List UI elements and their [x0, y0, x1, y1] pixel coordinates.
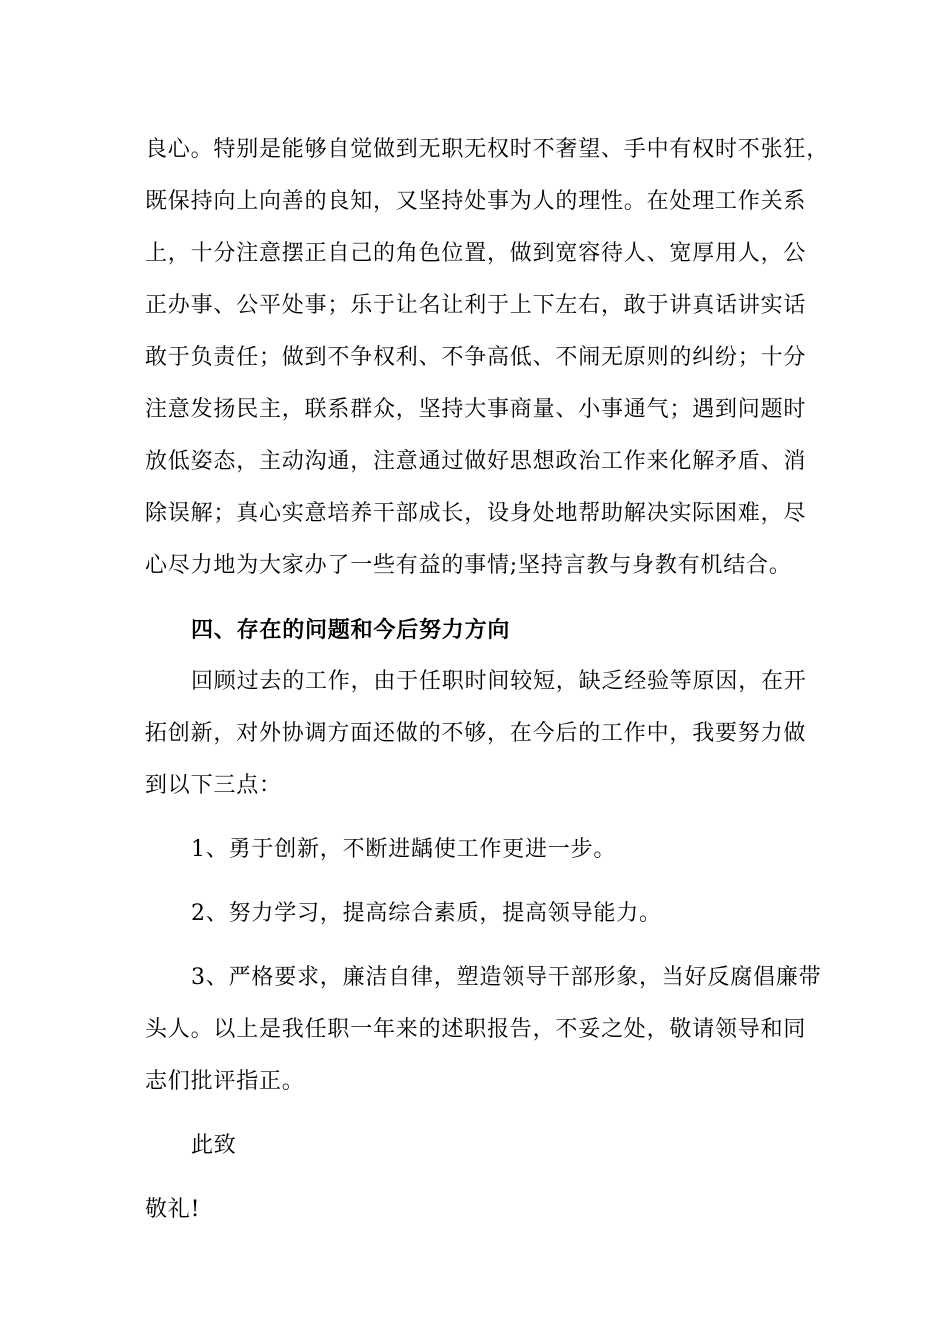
- text-line: 良心。特别是能够自觉做到无职无权时不奢望、手中有权时不张狂，: [145, 137, 830, 162]
- text-line: 敢于负责任；做到不争权利、不争高低、不闹无原则的纠纷；十分: [145, 345, 807, 370]
- text-line: 正办事、公平处事；乐于让名让利于上下左右，敢于讲真话讲实话: [145, 293, 807, 318]
- list-item: 2、努力学习，提高综合素质，提高领导能力。: [191, 901, 662, 926]
- spacer: [145, 876, 805, 888]
- text-line: 拓创新，对外协调方面还做的不够，在今后的工作中，我要努力做: [145, 721, 807, 746]
- spacer: [145, 1108, 805, 1120]
- text-line: 上，十分注意摆正自己的角色位置，做到宽容待人、宽厚用人，公: [145, 241, 807, 266]
- paragraph-2: [145, 656, 805, 812]
- spacer: [145, 940, 805, 952]
- list-item: 1、勇于创新，不断进龋使工作更进一步。: [191, 837, 617, 862]
- closing-regards-block: [145, 1184, 805, 1236]
- text-line: 志们批评指正。: [145, 1069, 305, 1094]
- text-line: 除误解；真心实意培养干部成长，设身处地帮助解决实际困难，尽: [145, 501, 807, 526]
- text-line: 3、严格要求，廉洁自律，塑造领导干部形象，当好反腐倡廉带: [191, 965, 822, 990]
- text-line: 放低姿态，主动沟通，注意通过做好思想政治工作来化解矛盾、消: [145, 449, 807, 474]
- spacer: [145, 592, 805, 604]
- point-1: [145, 824, 805, 876]
- point-3: [145, 952, 822, 1108]
- text-line: 心尽力地为大家办了一些有益的事情;坚持言教与身教有机结合。: [145, 553, 792, 578]
- section-heading: 四、存在的问题和今后努力方向: [191, 617, 511, 643]
- spacer: [145, 1172, 805, 1184]
- text-line: 注意发扬民主，联系群众，坚持大事商量、小事通气；遇到问题时: [145, 397, 807, 422]
- section-heading-block: [145, 604, 805, 656]
- document-page: [145, 124, 830, 1236]
- point-2: [145, 888, 805, 940]
- text-line: 既保持向上向善的良知，又坚持处事为人的理性。在处理工作关系: [145, 189, 807, 214]
- closing-salutation-block: [145, 1120, 805, 1172]
- text-line: 头人。以上是我任职一年来的述职报告，不妥之处，敬请领导和同: [145, 1017, 807, 1042]
- text-line: 到以下三点：: [145, 773, 282, 798]
- spacer: [145, 812, 805, 824]
- closing-salutation: 此致: [191, 1133, 237, 1158]
- closing-regards: 敬礼!: [145, 1197, 201, 1222]
- paragraph-1: [145, 124, 830, 592]
- text-line: 回顾过去的工作，由于任职时间较短，缺乏经验等原因，在开: [191, 669, 807, 694]
